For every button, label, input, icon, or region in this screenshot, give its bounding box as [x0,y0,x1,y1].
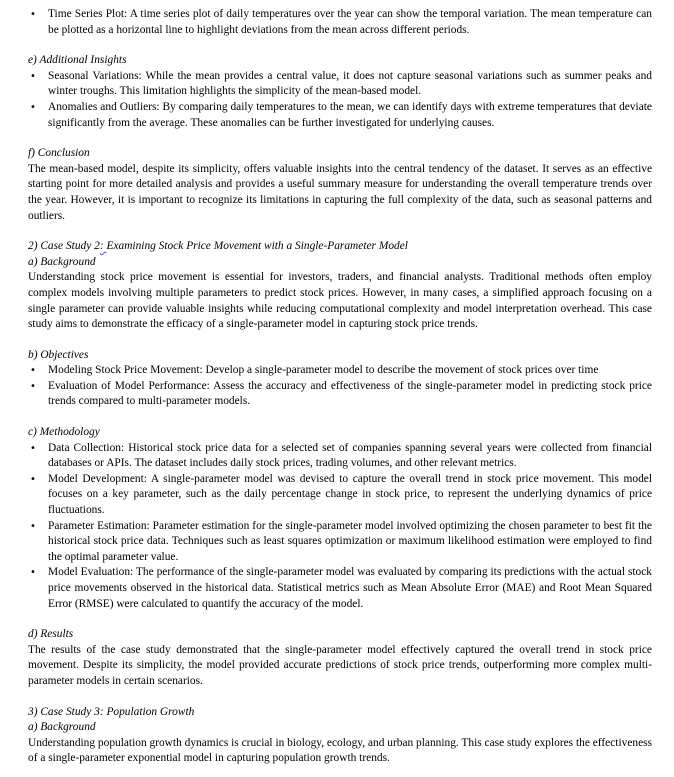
case-study-3-heading: 3) Case Study 3: Population Growth [28,705,195,718]
list-item: • Parameter Estimation: Parameter estimation for the single-parameter model involved optimizing the chosen parameter to best fit the historical stock price data. Techniques such as least squares optimization or maximum likelihood estimation were employed to find the optimal parameter value. [28,519,652,566]
results-paragraph: The results of the case study demonstrated that the single-parameter model effectively captured the overall trend in stock price movement. Despite its simplicity, the model provided accurate predictions of stock price trends, outperforming more complex multi-parameter models in certain scenarios. [28,643,652,687]
results-heading: d) Results [28,628,74,641]
spellcheck-marked-text: : [99,240,107,253]
conclusion-heading: f) Conclusion [28,147,90,160]
methodology-list [28,441,652,613]
case-study-3-background-heading: a) Background [28,721,96,734]
case-study-2-background-paragraph: Understanding stock price movement is essential for investors, traders, and financial analysts. Traditional methods often employ complex models involving multiple parameters to predict stock prices. However, in many cases, a simplified approach focusing on a single parameter can provide valuable insights while reducing computational complexity and model interpretation overhead. This case study aims to demonstrate the efficacy of a single-parameter model in capturing stock price trends. [28,271,652,331]
additional-insights-list [28,69,652,131]
list-item: • Evaluation of Model Performance: Assess the accuracy and effectiveness of the single-parameter model in predicting stock price trends compared to multi-parameter models. [28,379,652,410]
list-item: • Data Collection: Historical stock price data for a selected set of companies spanning several years were collected from financial databases or APIs. The dataset includes daily stock prices, trading volumes, and other relevant metrics. [28,441,652,472]
case-study-2-heading-number: 2 [94,240,100,253]
methodology-heading: c) Methodology [28,426,100,439]
list-item: • Time Series Plot: A time series plot of daily temperatures over the year can show the temporal variation. The mean temperature can be plotted as a horizontal line to highlight deviations from the mean across different periods. [28,7,652,38]
case-study-2-background-heading: a) Background [28,255,96,268]
objectives-list [28,363,652,410]
list-item: • Model Evaluation: The performance of the single-parameter model was evaluated by comparing its predictions with the actual stock price movements observed in the historical data. Statistical metrics such as Mean Absolute Error (MAE) and Root Mean Squared Error (RMSE) were calculated to quantify the accuracy of the model. [28,565,652,612]
objectives-heading: b) Objectives [28,348,89,361]
conclusion-paragraph: The mean-based model, despite its simplicity, offers valuable insights into the central tendency of the dataset. It serves as an effective starting point for more detailed analysis and provides a useful summary measure for understanding the overall temperature trends over the year. However, it is important to recognize its limitations in capturing the full complexity of the data, such as seasonal patterns and outliers. [28,162,652,222]
case-study-2-heading-prefix: 2) Case Study [28,240,95,253]
time-series-list [28,7,652,38]
case-study-2-heading [28,239,652,255]
list-item: • Modeling Stock Price Movement: Develop a single-parameter model to describe the movement of stock prices over time [28,363,652,379]
additional-insights-heading: e) Additional Insights [28,54,127,67]
list-item: • Model Development: A single-parameter model was devised to capture the overall trend in stock price movement. This model focuses on a key parameter, such as the daily percentage change in stock price, to represent the underlying dynamics of price fluctuations. [28,472,652,519]
case-study-2-heading-title: Examining Stock Price Movement with a Single-Parameter Model [106,240,408,253]
list-item: • Seasonal Variations: While the mean provides a central value, it does not capture seasonal variations such as summer peaks and winter troughs. This limitation highlights the simplicity of the mean-based model. [28,69,652,100]
list-item: • Anomalies and Outliers: By comparing daily temperatures to the mean, we can identify days with extreme temperatures that deviate significantly from the average. These anomalies can be further investigated for underlying causes. [28,100,652,131]
case-study-3-background-paragraph: Understanding population growth dynamics is crucial in biology, ecology, and urban planning. This case study explores the effectiveness of a single-parameter exponential model in capturing population growth trends. [28,736,652,765]
